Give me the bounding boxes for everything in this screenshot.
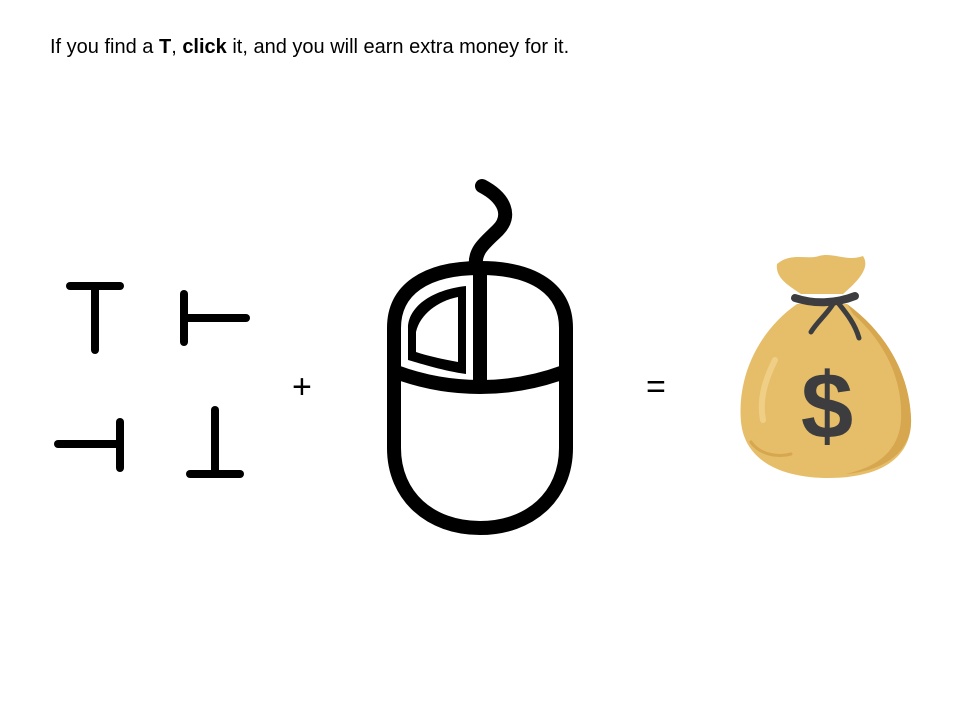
t-rotated-right-glyph xyxy=(176,290,250,346)
instruction-text xyxy=(50,34,569,60)
instruction-action: click xyxy=(182,36,227,58)
computer-mouse-icon xyxy=(380,178,580,544)
equals-sign: = xyxy=(646,368,666,406)
instruction-prefix: If you find a xyxy=(50,36,159,58)
t-upright-glyph xyxy=(66,282,124,354)
plus-sign: + xyxy=(292,368,312,406)
instruction-target-letter: T xyxy=(158,36,172,58)
t-upside-down-glyph xyxy=(186,406,244,478)
instruction-separator: , xyxy=(171,36,183,58)
bag-dollar-sign: $ xyxy=(800,353,854,458)
money-bag-icon xyxy=(735,250,917,480)
instruction-suffix: it, and you will earn extra money for it. xyxy=(226,36,570,58)
t-rotated-left-glyph xyxy=(54,418,128,472)
